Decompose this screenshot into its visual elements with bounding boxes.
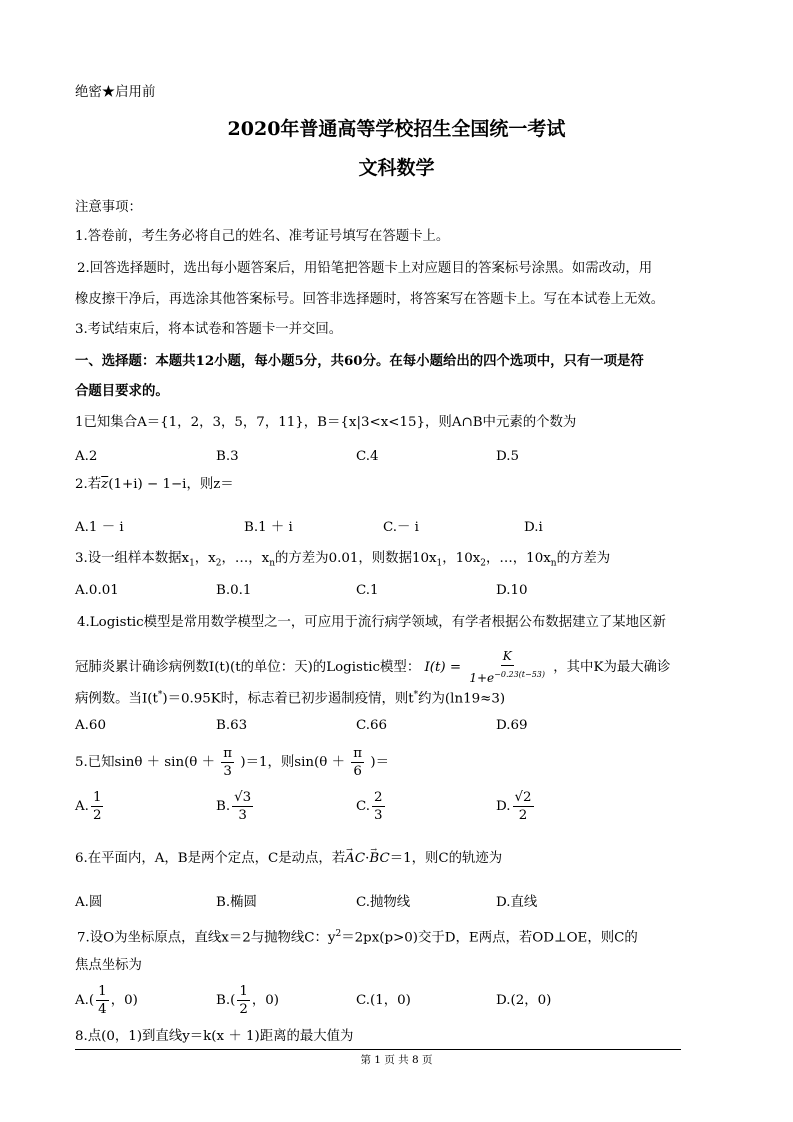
q2-option-b: B.1 ＋ i <box>244 520 293 535</box>
q4-text: 冠肺炎累计确诊病例数I(t)(t的单位：天)的Logistic模型： <box>75 660 421 675</box>
q6-text: 6.在平面内，A，B是两个定点，C是动点，若 <box>75 851 346 866</box>
q3-text: 的方差为 <box>556 551 611 566</box>
q7-option-text: ，0) <box>110 993 138 1008</box>
q1-option-d: D.5 <box>496 449 520 464</box>
q3-sub: 1 <box>189 558 195 569</box>
q5-den: 6 <box>353 764 362 779</box>
q5-option-label: C. <box>356 799 371 814</box>
q7-den: 4 <box>98 1002 107 1017</box>
question-1: 1已知集合A＝{1，2，3，5，7，11}，B＝{x|3<x<15}，则A∩B中元素的个数为 <box>75 415 577 430</box>
q2-option-a: A.1 － i <box>75 520 124 535</box>
q4-option-a: A.60 <box>75 718 106 733</box>
q3-text: ，…，10x <box>486 551 551 566</box>
q5-option-label: B. <box>216 799 231 814</box>
q5-fraction-pi-3 <box>221 745 234 780</box>
footer-rule <box>75 1049 681 1050</box>
q7-option-fraction <box>96 983 109 1018</box>
q5-option-c <box>356 789 387 824</box>
q7-num: 1 <box>98 984 107 999</box>
q3-sub: n <box>550 558 557 569</box>
q5-option-d <box>496 789 536 824</box>
q4-formula-denominator <box>467 666 547 687</box>
q5-pi: π <box>353 746 363 761</box>
q6-option-c: C.抛物线 <box>356 895 411 910</box>
q3-option-d: D.10 <box>496 583 528 598</box>
q4-text: )＝0.95K时，标志着已初步遏制疫情，则t <box>162 691 414 707</box>
q6-option-d: D.直线 <box>496 895 538 910</box>
secret-label: 绝密★启用前 <box>75 85 156 100</box>
q3-sub: n <box>269 558 276 569</box>
q4-star: * <box>413 690 419 700</box>
q7-option-text: ，0) <box>251 993 279 1008</box>
q3-option-c: C.1 <box>356 583 379 598</box>
question-7 <box>77 925 638 947</box>
q4-formula-den-base: 1+e <box>469 671 495 685</box>
q4-option-b: B.63 <box>216 718 248 733</box>
notice-item: 3.考试结束后，将本试卷和答题卡一并交回。 <box>75 322 343 337</box>
q5-num: 2 <box>374 790 383 805</box>
q7-num: 1 <box>239 984 248 999</box>
q5-text: 5.已知sinθ ＋ sin(θ ＋ <box>75 755 216 770</box>
section-heading: 一、选择题：本题共12小题，每小题5分，共60分。在每小题给出的四个选项中，只有一项是符 <box>75 353 644 369</box>
q2-option-c: C.－ i <box>383 520 419 535</box>
q4-formula-exponent: −0.23(t−53) <box>494 670 546 679</box>
q6-vector-ac: → AC <box>345 850 365 868</box>
q3-option-b: B.0.1 <box>216 583 252 598</box>
q2-option-d: D.i <box>524 520 543 535</box>
q7-text: 7.设O为坐标原点，直线x＝2与抛物线C：y <box>77 930 336 946</box>
q7-option-text: A.( <box>75 993 95 1008</box>
q1-option-c: C.4 <box>356 449 379 464</box>
q7-option-text: B.( <box>216 993 236 1008</box>
q5-den: 2 <box>92 808 102 823</box>
q5-option-fraction <box>91 789 104 824</box>
q7-option-fraction <box>237 983 250 1018</box>
question-6 <box>75 850 502 868</box>
q5-option-fraction <box>372 789 385 824</box>
q3-text: ，x <box>194 551 216 566</box>
q3-sub: 2 <box>215 558 222 569</box>
q5-den: 3 <box>223 764 232 779</box>
q7-option-d: D.(2，0) <box>496 993 552 1008</box>
q4-formula-numerator: K <box>501 648 514 666</box>
notice-item: 1.答卷前，考生务必将自己的姓名、准考证号填写在答题卡上。 <box>75 229 450 244</box>
exam-subtitle: 文科数学 <box>358 157 435 179</box>
q6-option-a: A.圆 <box>75 895 103 910</box>
q3-text: 3.设一组样本数据x <box>75 551 190 566</box>
q7-option-a <box>75 983 138 1018</box>
exam-title: 2020年普通高等学校招生全国统一考试 <box>227 118 566 140</box>
q4-option-d: D.69 <box>496 718 528 733</box>
q5-den: 3 <box>238 808 247 823</box>
q5-den: 3 <box>374 808 383 823</box>
q5-option-a <box>75 789 105 824</box>
q5-option-label: D. <box>496 799 511 814</box>
notice-item: 2.回答选择题时，选出每小题答案后，用铅笔把答题卡上对应题目的答案标号涂黑。如需改动，用 <box>77 261 653 276</box>
q4-text: 病例数。当I(t <box>75 691 158 707</box>
q6-dot: · <box>365 851 370 866</box>
q5-option-fraction <box>232 789 253 824</box>
q3-option-a: A.0.01 <box>75 583 119 598</box>
q5-option-fraction <box>513 789 534 824</box>
q7-square: 2 <box>335 929 342 939</box>
page-number: 第 1 页 共 8 页 <box>360 1054 433 1066</box>
q5-num: √2 <box>514 790 532 805</box>
q3-text: 的方差为0.01，则数据10x <box>275 551 437 566</box>
q7-text: ＝2px(p>0)交于D，E两点，若OD⊥OE，则C的 <box>341 930 638 946</box>
q5-option-b <box>216 789 255 824</box>
q1-option-a: A.2 <box>75 449 98 464</box>
q2-expr: (1+i) − 1−i <box>108 477 187 492</box>
question-4-line2 <box>75 648 670 687</box>
question-5 <box>75 745 389 780</box>
q5-pi: π <box>223 746 233 761</box>
q7-den: 2 <box>239 1002 248 1017</box>
q5-text: )＝ <box>370 755 389 770</box>
q6-option-b: B.椭圆 <box>216 895 257 910</box>
q2-z-bar: $\overline{z}$ <box>101 477 109 492</box>
q5-text: )＝1，则sin(θ ＋ <box>240 755 345 770</box>
q3-sub: 1 <box>436 558 443 569</box>
q6-vector-bc: → BC <box>369 850 389 868</box>
q3-text: ，…，x <box>221 551 270 566</box>
q4-star: * <box>157 690 163 700</box>
q6-text: ＝1，则C的轨迹为 <box>389 851 503 866</box>
q5-fraction-pi-6 <box>351 745 364 780</box>
q4-option-c: C.66 <box>356 718 388 733</box>
q5-num: √3 <box>234 790 252 805</box>
q2-suffix: ，则z＝ <box>186 477 234 492</box>
q4-text: 约为(ln19≈3) <box>418 691 506 707</box>
question-2 <box>75 476 234 494</box>
question-4: 4.Logistic模型是常用数学模型之一，可应用于流行病学领域，有学者根据公布数据建立了某地区新 <box>77 615 666 630</box>
question-4-line3 <box>75 686 505 708</box>
q2-prefix: 2.若 <box>75 477 102 492</box>
question-3 <box>75 550 610 573</box>
q4-formula-fraction <box>467 648 547 687</box>
q1-option-b: B.3 <box>216 449 239 464</box>
q5-option-label: A. <box>75 799 89 814</box>
q3-sub: 2 <box>480 558 486 569</box>
notice-item: 橡皮擦干净后，再选涂其他答案标号。回答非选择题时，将答案写在答题卡上。写在本试卷上无效。 <box>75 292 665 307</box>
q5-den: 2 <box>518 808 528 823</box>
section-heading-cont: 合题目要求的。 <box>75 383 169 399</box>
q5-num: 1 <box>92 790 102 805</box>
q4-formula-lhs: I(t) = <box>424 660 462 675</box>
question-8: 8.点(0，1)到直线y＝k(x ＋ 1)距离的最大值为 <box>75 1029 354 1044</box>
q4-text: ，其中K为最大确诊 <box>553 660 671 675</box>
question-7-line2: 焦点坐标为 <box>75 958 142 973</box>
q7-option-b <box>216 983 279 1018</box>
q7-option-c: C.(1，0) <box>356 993 411 1008</box>
notice-heading: 注意事项： <box>75 200 142 215</box>
q3-text: ，10x <box>442 551 481 566</box>
